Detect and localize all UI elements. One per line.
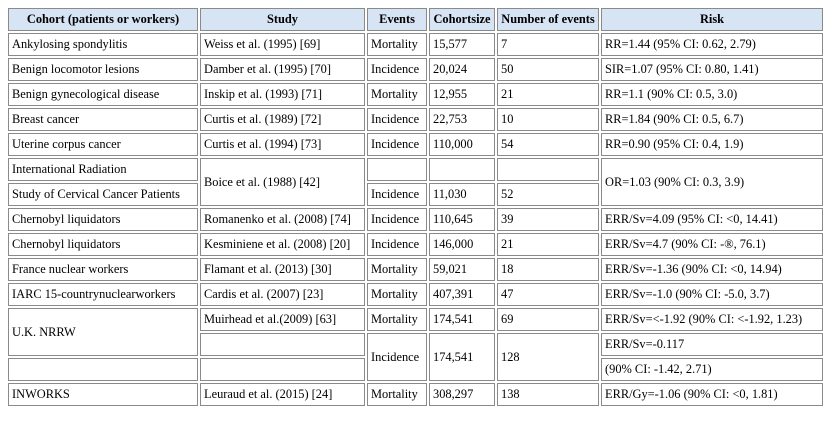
cell-cohort: Uterine corpus cancer [8, 133, 198, 156]
cell-size: 12,955 [429, 83, 495, 106]
cell-size: 110,000 [429, 133, 495, 156]
table-row [8, 308, 823, 331]
cell-study: Boice et al. (1988) [42] [200, 158, 365, 206]
table-row [8, 133, 823, 156]
table-row [8, 158, 823, 181]
table-row [8, 58, 823, 81]
cell-n: 39 [497, 208, 599, 231]
cell-events: Incidence [367, 208, 427, 231]
header-cohortsize: Cohortsize [429, 8, 495, 31]
table-row [8, 83, 823, 106]
cell-cohort: International Radiation [8, 158, 198, 181]
cell-size: 11,030 [429, 183, 495, 206]
cell-n: 21 [497, 83, 599, 106]
cell-size: 308,297 [429, 383, 495, 406]
cell-n: 128 [497, 333, 599, 381]
cell-size: 20,024 [429, 58, 495, 81]
cell-empty [200, 358, 365, 381]
cell-events: Mortality [367, 283, 427, 306]
cell-cohort: Benign gynecological disease [8, 83, 198, 106]
cell-events: Mortality [367, 33, 427, 56]
cell-study: Cardis et al. (2007) [23] [200, 283, 365, 306]
cell-study: Curtis et al. (1994) [73] [200, 133, 365, 156]
risk-table [6, 6, 825, 408]
header-cohort: Cohort (patients or workers) [8, 8, 198, 31]
cell-cohort: Chernobyl liquidators [8, 233, 198, 256]
table-row [8, 283, 823, 306]
cell-events: Mortality [367, 308, 427, 331]
cell-cohort: INWORKS [8, 383, 198, 406]
cell-events: Incidence [367, 108, 427, 131]
cell-empty [8, 358, 198, 381]
cell-events: Incidence [367, 58, 427, 81]
cell-cohort: Breast cancer [8, 108, 198, 131]
cell-study: Damber et al. (1995) [70] [200, 58, 365, 81]
cell-events: Mortality [367, 258, 427, 281]
cell-study: Curtis et al. (1989) [72] [200, 108, 365, 131]
cell-size: 59,021 [429, 258, 495, 281]
cell-size: 110,645 [429, 208, 495, 231]
cell-events: Incidence [367, 183, 427, 206]
cell-cohort: Ankylosing spondylitis [8, 33, 198, 56]
cell-empty [429, 158, 495, 181]
cell-empty [367, 158, 427, 181]
cell-risk: RR=1.44 (95% CI: 0.62, 2.79) [601, 33, 823, 56]
cell-study: Leuraud et al. (2015) [24] [200, 383, 365, 406]
cell-cohort: Study of Cervical Cancer Patients [8, 183, 198, 206]
cell-study: Kesminiene et al. (2008) [20] [200, 233, 365, 256]
header-number-of-events: Number of events [497, 8, 599, 31]
cell-risk: SIR=1.07 (95% CI: 0.80, 1.41) [601, 58, 823, 81]
table-row [8, 258, 823, 281]
header-events: Events [367, 8, 427, 31]
cell-n: 52 [497, 183, 599, 206]
cell-risk: RR=0.90 (95% CI: 0.4, 1.9) [601, 133, 823, 156]
cell-risk: RR=1.1 (90% CI: 0.5, 3.0) [601, 83, 823, 106]
cell-cohort: U.K. NRRW [8, 308, 198, 356]
table-row [8, 33, 823, 56]
cell-study: Flamant et al. (2013) [30] [200, 258, 365, 281]
cell-study: Weiss et al. (1995) [69] [200, 33, 365, 56]
cell-cohort: IARC 15-countrynuclearworkers [8, 283, 198, 306]
cell-n: 47 [497, 283, 599, 306]
cell-n: 10 [497, 108, 599, 131]
cell-empty [200, 333, 365, 356]
cell-size: 22,753 [429, 108, 495, 131]
cell-cohort: France nuclear workers [8, 258, 198, 281]
cell-cohort: Benign locomotor lesions [8, 58, 198, 81]
cell-size: 146,000 [429, 233, 495, 256]
cell-events: Incidence [367, 233, 427, 256]
cell-n: 69 [497, 308, 599, 331]
header-risk: Risk [601, 8, 823, 31]
header-study: Study [200, 8, 365, 31]
cell-study: Inskip et al. (1993) [71] [200, 83, 365, 106]
cell-risk: ERR/Sv=-0.117 [601, 333, 823, 356]
cell-n: 21 [497, 233, 599, 256]
table-row [8, 208, 823, 231]
cell-events: Incidence [367, 333, 427, 381]
cell-risk: OR=1.03 (90% CI: 0.3, 3.9) [601, 158, 823, 206]
cell-study: Romanenko et al. (2008) [74] [200, 208, 365, 231]
cell-events: Mortality [367, 83, 427, 106]
cell-risk: ERR/Gy=-1.06 (90% CI: <0, 1.81) [601, 383, 823, 406]
cell-risk: (90% CI: -1.42, 2.71) [601, 358, 823, 381]
cell-size: 407,391 [429, 283, 495, 306]
cell-size: 174,541 [429, 308, 495, 331]
cell-n: 18 [497, 258, 599, 281]
cell-n: 50 [497, 58, 599, 81]
cell-n: 138 [497, 383, 599, 406]
cell-study: Muirhead et al.(2009) [63] [200, 308, 365, 331]
cell-events: Mortality [367, 383, 427, 406]
cell-size: 15,577 [429, 33, 495, 56]
table-row [8, 383, 823, 406]
header-row [8, 8, 823, 31]
cell-risk: RR=1.84 (90% CI: 0.5, 6.7) [601, 108, 823, 131]
cell-empty [497, 158, 599, 181]
cell-events: Incidence [367, 133, 427, 156]
cell-n: 54 [497, 133, 599, 156]
cell-cohort: Chernobyl liquidators [8, 208, 198, 231]
cell-risk: ERR/Sv=4.09 (95% CI: <0, 14.41) [601, 208, 823, 231]
table-row [8, 233, 823, 256]
cell-n: 7 [497, 33, 599, 56]
cell-size: 174,541 [429, 333, 495, 381]
table-row [8, 108, 823, 131]
cell-risk: ERR/Sv=-1.36 (90% CI: <0, 14.94) [601, 258, 823, 281]
cell-risk: ERR/Sv=-1.0 (90% CI: -5.0, 3.7) [601, 283, 823, 306]
cell-risk: ERR/Sv=4.7 (90% CI: -®, 76.1) [601, 233, 823, 256]
cell-risk: ERR/Sv=<-1.92 (90% CI: <-1.92, 1.23) [601, 308, 823, 331]
